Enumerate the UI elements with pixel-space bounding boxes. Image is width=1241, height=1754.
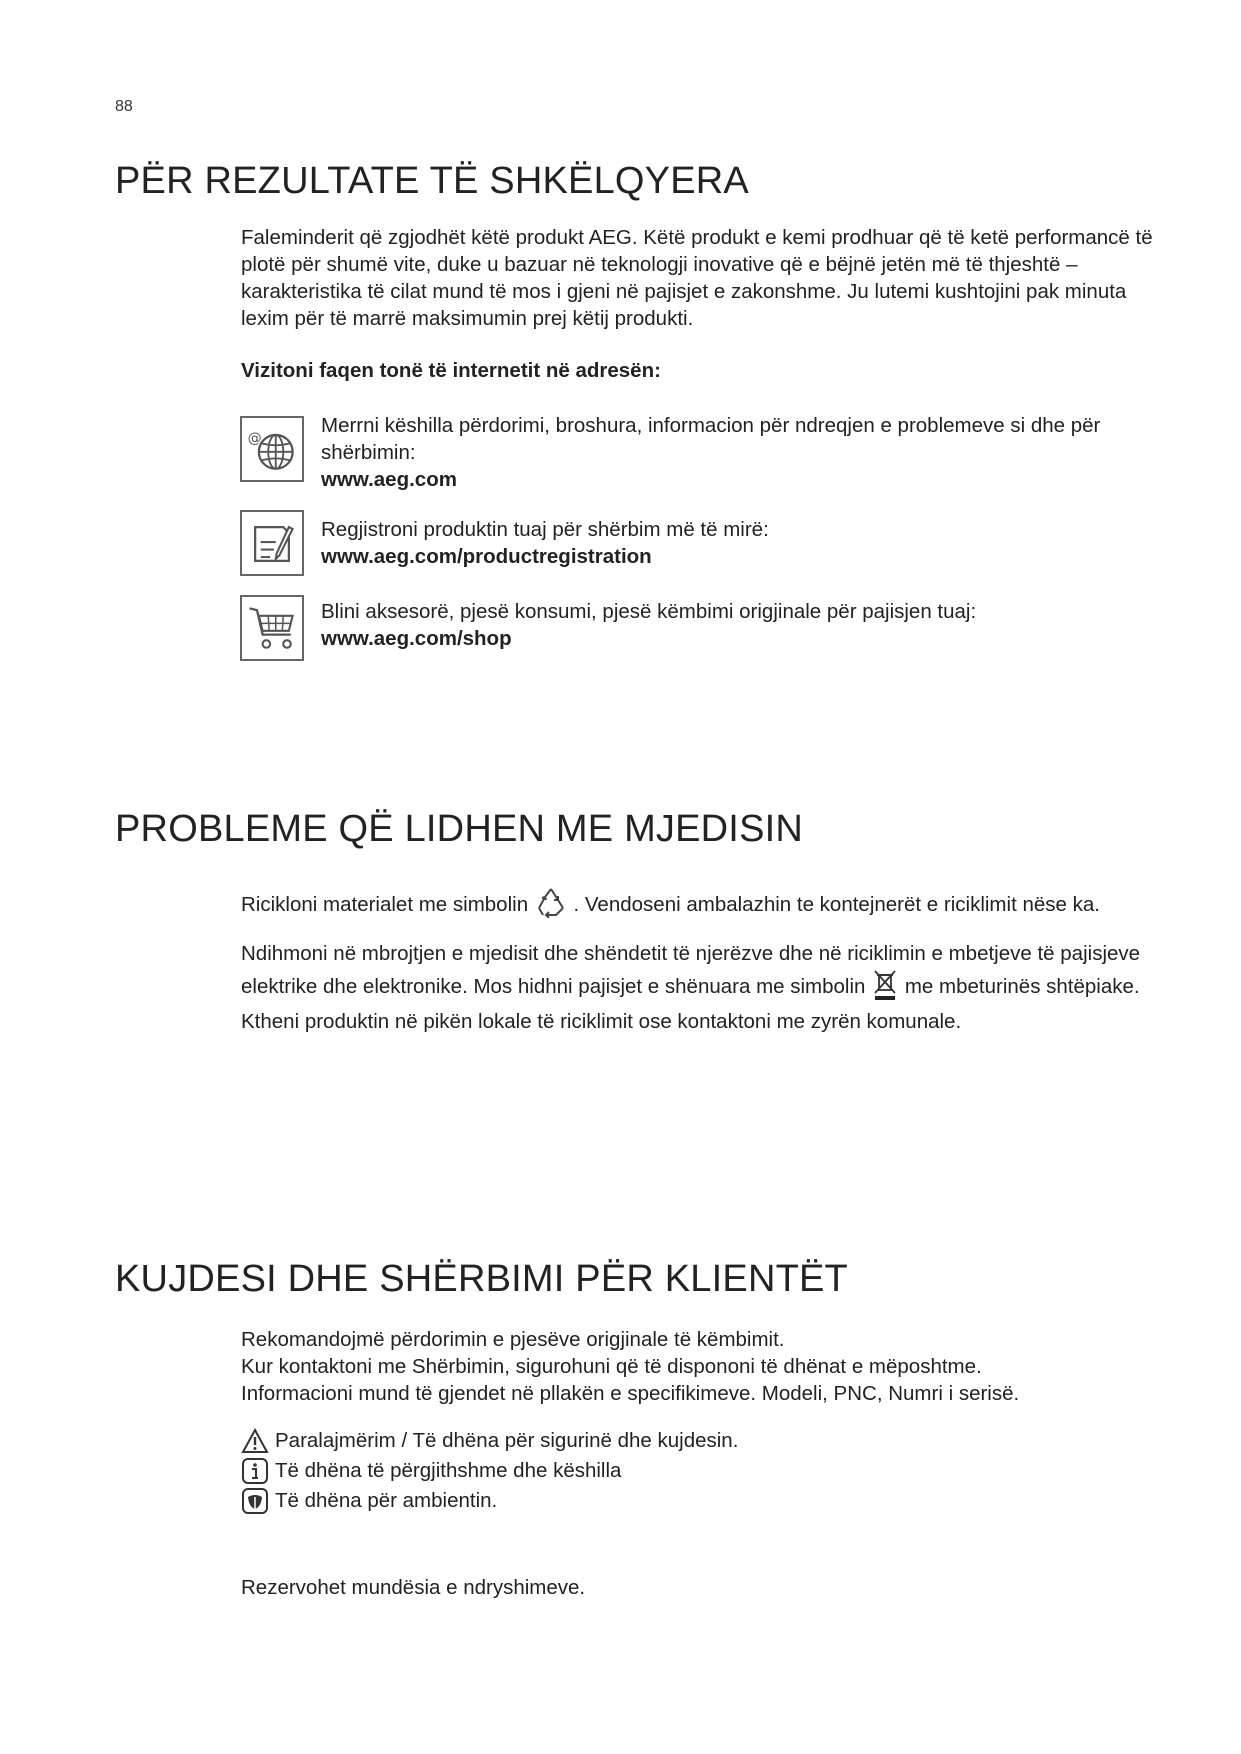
note-info-text: Të dhëna të përgjithshme dhe këshilla [275, 1459, 622, 1482]
note-info [241, 1457, 621, 1485]
crossed-bin-icon [871, 967, 899, 1008]
note-environment-text: Të dhëna për ambientin. [275, 1489, 498, 1512]
weee-paragraph [241, 940, 1161, 1035]
recycling-text-after: . Vendoseni ambalazhin te kontejnerët e riciklimit nëse ka. [573, 892, 1100, 916]
recycling-paragraph [241, 886, 1161, 925]
section-title-customer-care: KUJDESI DHE SHËRBIMI PËR KLIENTËT [115, 1258, 848, 1300]
warning-icon [241, 1427, 269, 1455]
weee-text-after: me mbeturinës shtëpiake. Ktheni produktin në pikën lokale të riciklimit ose kontaktoni me zyrën komunale. [241, 974, 1140, 1033]
recycle-icon [534, 886, 568, 925]
visit-website-heading: Vizitoni faqen tonë të internetit në adresën: [241, 359, 661, 382]
intro-paragraph: Faleminderit që zgjodhët këtë produkt AEG. Këtë produkt e kemi prodhuar që të ketë performancë të plotë për shumë vite, duke u bazuar në teknologji inovative që e bëjnë jetën më të thjeshtë – karakteristika të cilat mund të mos i gjeni në pajisjet e zakonshme. Ju lutemi kushtojini pak minuta lexim për të marrë maksimumin prej këtij produkti. [241, 226, 1153, 330]
support-url-link[interactable]: www.aeg.com [321, 468, 457, 491]
page-number: 88 [115, 98, 133, 115]
note-warning [241, 1427, 738, 1455]
support-item-text: Merrni këshilla përdorimi, broshura, informacion për ndreqjen e problemeve si dhe për shërbimin: [321, 414, 1101, 464]
shop-url-link[interactable]: www.aeg.com/shop [321, 627, 512, 650]
service-line: Rekomandojmë përdorimin e pjesëve origjinale të këmbimit. [241, 1328, 785, 1351]
registration-form-icon [240, 510, 304, 576]
recycling-text-before: Ricikloni materialet me simbolin [241, 892, 529, 916]
note-environment [241, 1487, 497, 1515]
registration-url-link[interactable]: www.aeg.com/productregistration [321, 545, 652, 568]
section-title-environment: PROBLEME QË LIDHEN ME MJEDISIN [115, 808, 804, 850]
info-icon [241, 1457, 269, 1485]
shopping-cart-icon [240, 595, 304, 661]
svg-text:@: @ [247, 430, 262, 447]
registration-item-text: Regjistroni produktin tuaj për shërbim më të mirë: [321, 518, 769, 541]
service-paragraph [241, 1326, 1161, 1407]
shop-item [321, 598, 1161, 652]
weee-text-before: Ndihmoni në mbrojtjen e mjedisit dhe shëndetit të njerëzve dhe në riciklimin e mbetjeve të pajisjeve elektrike dhe elektronike. Mos hidhni pajisjet e shënuara me simbolin [241, 942, 1141, 998]
service-line: Kur kontaktoni me Shërbimin, sigurohuni që të dispononi të dhënat e mëposhtme. [241, 1355, 982, 1378]
note-warning-text: Paralajmërim / Të dhëna për sigurinë dhe kujdesin. [275, 1429, 739, 1452]
support-item [321, 412, 1161, 493]
shop-item-text: Blini aksesorë, pjesë konsumi, pjesë këmbimi origjinale për pajisjen tuaj: [321, 600, 977, 623]
globe-icon [240, 416, 304, 482]
environment-icon [241, 1487, 269, 1515]
section-title-excellent-results: PËR REZULTATE TË SHKËLQYERA [115, 160, 749, 202]
service-line: Informacioni mund të gjendet në pllakën e specifikimeve. Modeli, PNC, Numri i serisë. [241, 1382, 1020, 1405]
footer-note: Rezervohet mundësia e ndryshimeve. [241, 1576, 586, 1599]
registration-item [321, 516, 1161, 570]
